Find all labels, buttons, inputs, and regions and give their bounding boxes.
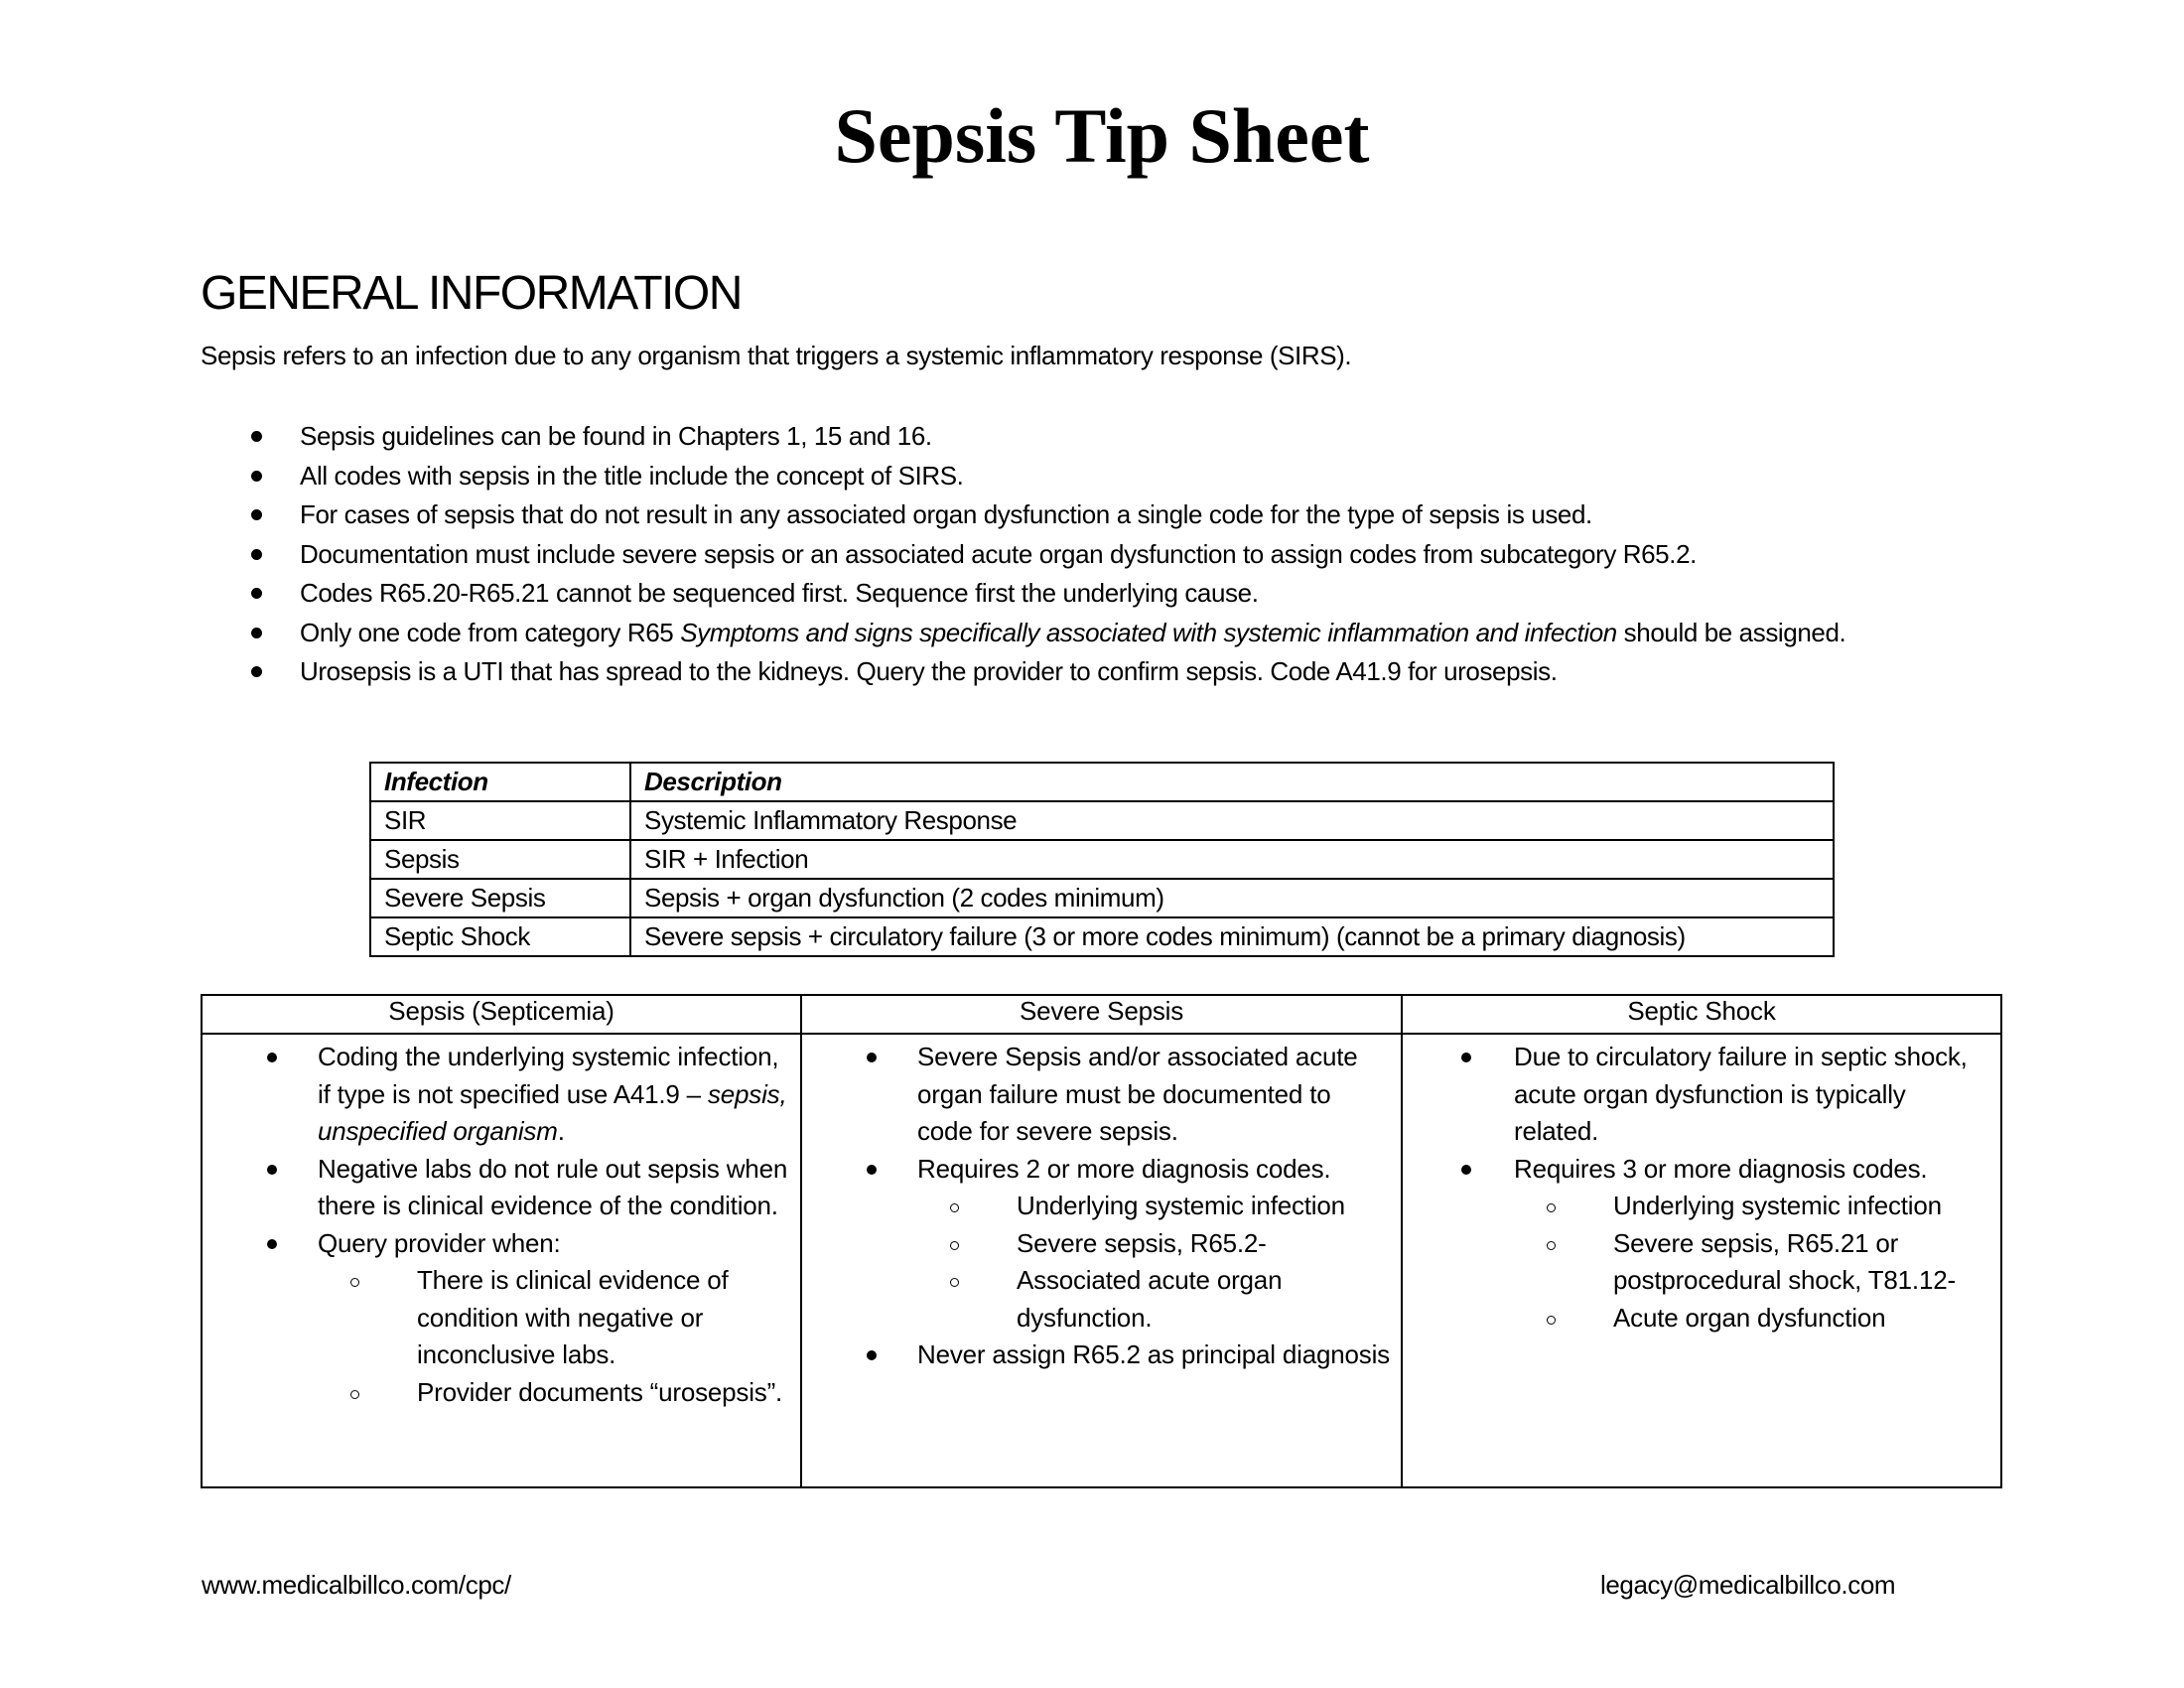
list-item: Requires 3 or more diagnosis codes. Underlying systemic infection Severe sepsis, R65.21 or postprocedural shock, T81.12- Acute organ dysfunction bbox=[1403, 1151, 2000, 1337]
column-header-infection: Infection bbox=[370, 763, 630, 801]
bullet-icon bbox=[251, 549, 262, 560]
page-title: Sepsis Tip Sheet bbox=[834, 92, 1370, 179]
bullet-icon bbox=[251, 431, 262, 442]
list-item: For cases of sepsis that do not result in any associated organ dysfunction a single code for the type of sepsis is used. bbox=[201, 495, 1948, 535]
hollow-bullet-icon bbox=[950, 1203, 959, 1212]
list-item: Negative labs do not rule out sepsis when there is clinical evidence of the condition. bbox=[203, 1151, 800, 1225]
category-r65-title: Symptoms and signs specifically associated with systemic inflammation and infection bbox=[680, 617, 1617, 647]
bullet-icon bbox=[867, 1350, 877, 1360]
septic-shock-cell bbox=[1402, 1034, 2001, 1487]
hollow-bullet-icon bbox=[950, 1278, 959, 1287]
column-header-description: Description bbox=[630, 763, 1834, 801]
table-row: Severe Sepsis Sepsis + organ dysfunction (2 codes minimum) bbox=[370, 879, 1834, 917]
column-header-severe-sepsis: Severe Sepsis bbox=[801, 995, 1402, 1034]
sub-list-item: Underlying systemic infection bbox=[1498, 1188, 1990, 1225]
list-item: Severe Sepsis and/or associated acute organ failure must be documented to code for severe sepsis. bbox=[802, 1039, 1401, 1151]
sepsis-categories-table bbox=[201, 994, 2002, 1488]
bullet-icon bbox=[267, 1239, 277, 1249]
bullet-icon bbox=[251, 666, 262, 677]
hollow-bullet-icon bbox=[950, 1241, 959, 1250]
infection-types-table bbox=[369, 762, 1835, 957]
section-heading-general-information: GENERAL INFORMATION bbox=[201, 267, 742, 320]
severe-sepsis-cell bbox=[801, 1034, 1402, 1487]
table-row: Sepsis SIR + Infection bbox=[370, 840, 1834, 879]
list-item: Requires 2 or more diagnosis codes. Underlying systemic infection Severe sepsis, R65.2- Associated acute organ dysfunction. bbox=[802, 1151, 1401, 1337]
sub-list-item: Associated acute organ dysfunction. bbox=[901, 1262, 1391, 1336]
hollow-bullet-icon bbox=[1547, 1203, 1556, 1212]
bullet-icon bbox=[1461, 1165, 1471, 1175]
sub-list-item: Severe sepsis, R65.21 or postprocedural shock, T81.12- bbox=[1498, 1225, 1990, 1300]
bullet-icon bbox=[251, 471, 262, 482]
bullet-icon bbox=[867, 1165, 877, 1175]
sub-list-item: Severe sepsis, R65.2- bbox=[901, 1225, 1391, 1263]
sub-list-item: Acute organ dysfunction bbox=[1498, 1300, 1990, 1337]
bullet-icon bbox=[251, 628, 262, 638]
table-row: Septic Shock Severe sepsis + circulatory failure (3 or more codes minimum) (cannot be a primary diagnosis) bbox=[370, 917, 1834, 956]
table-row bbox=[202, 1034, 2001, 1487]
sub-list-item: Underlying systemic infection bbox=[901, 1188, 1391, 1225]
list-item: Due to circulatory failure in septic shock, acute organ dysfunction is typically related. bbox=[1403, 1039, 2000, 1151]
bullet-icon bbox=[267, 1165, 277, 1175]
sepsis-cell bbox=[202, 1034, 801, 1487]
bullet-icon bbox=[1461, 1053, 1471, 1062]
list-item: Query provider when: There is clinical evidence of condition with negative or inconclusive labs. Provider documents “urosepsis”. bbox=[203, 1225, 800, 1412]
table-header-row bbox=[370, 763, 1834, 801]
bullet-icon bbox=[867, 1053, 877, 1062]
table-row: SIR Systemic Inflammatory Response bbox=[370, 801, 1834, 840]
hollow-bullet-icon bbox=[350, 1390, 359, 1399]
bullet-icon bbox=[251, 509, 262, 520]
sub-list-item: Provider documents “urosepsis”. bbox=[302, 1374, 790, 1412]
general-info-list bbox=[201, 417, 1948, 692]
list-item: Only one code from category R65 Symptoms and signs specifically associated with systemic inflammation and infection should be assigned. bbox=[201, 614, 1948, 653]
footer-website-link[interactable]: www.medicalbillco.com/cpc/ bbox=[202, 1570, 511, 1600]
sub-list-item: There is clinical evidence of condition with negative or inconclusive labs. bbox=[302, 1262, 790, 1374]
hollow-bullet-icon bbox=[350, 1278, 359, 1287]
list-item: Never assign R65.2 as principal diagnosis bbox=[802, 1336, 1401, 1374]
list-item: All codes with sepsis in the title include the concept of SIRS. bbox=[201, 457, 1948, 496]
list-item: Codes R65.20-R65.21 cannot be sequenced first. Sequence first the underlying cause. bbox=[201, 574, 1948, 614]
list-item: Sepsis guidelines can be found in Chapters 1, 15 and 16. bbox=[201, 417, 1948, 457]
bullet-icon bbox=[267, 1053, 277, 1062]
hollow-bullet-icon bbox=[1547, 1316, 1556, 1325]
table-header-row bbox=[202, 995, 2001, 1034]
footer-email-link[interactable]: legacy@medicalbillco.com bbox=[1600, 1570, 1896, 1600]
list-item: Urosepsis is a UTI that has spread to the kidneys. Query the provider to confirm sepsis. Code A41.9 for urosepsis. bbox=[201, 652, 1948, 692]
list-item: Coding the underlying systemic infection, if type is not specified use A41.9 – sepsis, unspecified organism. bbox=[203, 1039, 800, 1151]
column-header-sepsis: Sepsis (Septicemia) bbox=[202, 995, 801, 1034]
hollow-bullet-icon bbox=[1547, 1241, 1556, 1250]
column-header-septic-shock: Septic Shock bbox=[1402, 995, 2001, 1034]
intro-paragraph: Sepsis refers to an infection due to any organism that triggers a systemic inflammatory response (SIRS). bbox=[201, 341, 1352, 370]
list-item: Documentation must include severe sepsis or an associated acute organ dysfunction to assign codes from subcategory R65.2. bbox=[201, 535, 1948, 575]
bullet-icon bbox=[251, 588, 262, 599]
